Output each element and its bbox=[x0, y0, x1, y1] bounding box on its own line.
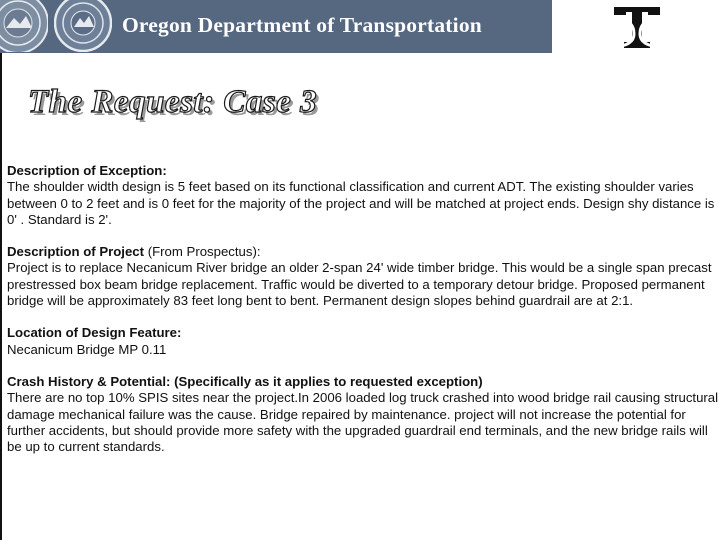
section-exception bbox=[7, 163, 719, 228]
section-body: The shoulder width design is 5 feet based on its functional classification and current ADT. The existing shoulder varies between 0 to 2 feet and is 0 feet for the majority of the project and will be matched at project ends. Design shy distance is 0' . Standard is 2'. bbox=[7, 179, 715, 227]
section-crash-history bbox=[7, 374, 719, 455]
banner-title: Oregon Department of Transportation bbox=[122, 13, 482, 37]
section-body: Project is to replace Necanicum River bridge an older 2-span 24' wide timber bridge. This would be a single span precast prestressed box beam bridge replacement. Traffic would be diverted to a temporary detour bridge. Proposed permanent bridge will be approximately 83 feet long bent to bent. Permanent design slopes behind guardrail are at 2:1. bbox=[7, 260, 712, 309]
section-heading: Description of Project bbox=[7, 244, 145, 260]
oregon-state-seal-icon bbox=[0, 0, 48, 52]
section-heading: Description of Exception: bbox=[7, 163, 167, 178]
slide-heading: The Request: Case 3 bbox=[28, 84, 318, 120]
header-banner bbox=[0, 0, 552, 53]
slide-content bbox=[7, 163, 719, 471]
section-heading: Crash History & Potential: (Specifically as it applies to requested exception) bbox=[7, 373, 483, 389]
section-heading-suffix: (From Prospectus): bbox=[144, 244, 261, 260]
section-location bbox=[7, 325, 719, 358]
section-heading: Location of Design Feature: bbox=[7, 325, 182, 341]
section-body: There are no top 10% SPIS sites near the project.In 2006 loaded log truck crashed into wood bridge rail causing structural damage mechanical failure was the cause. Bridge repaired by maintenance. project will not increase the potential for further accidents, but should provide more safety with the upgraded guardrail end terminals, and the new bridge rails will be up to current standards. bbox=[7, 390, 719, 455]
odot-logo-icon bbox=[612, 4, 662, 50]
section-body: Necanicum Bridge MP 0.11 bbox=[7, 341, 167, 357]
section-project bbox=[7, 244, 719, 309]
left-border bbox=[0, 53, 2, 540]
odot-seal-icon bbox=[54, 0, 112, 52]
